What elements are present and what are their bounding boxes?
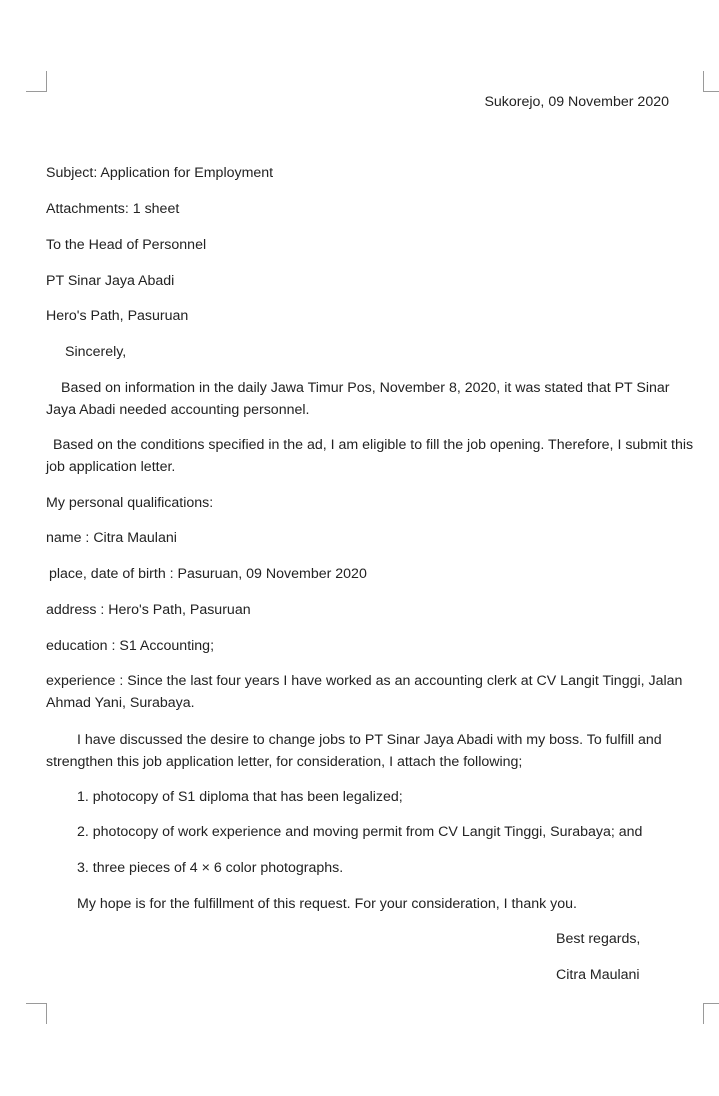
recipient-title: To the Head of Personnel (46, 237, 207, 253)
paragraph-2: Based on the conditions specified in the ad, I am eligible to fill the job opening. Therefore, I submit this job application letter. (46, 437, 694, 475)
crop-mark-bottom-right (703, 1003, 719, 1024)
greeting: Sincerely, (65, 344, 127, 360)
crop-mark-top-right (703, 71, 719, 92)
qualification-name: name : Citra Maulani (46, 530, 177, 546)
signature-name: Citra Maulani (556, 967, 640, 983)
crop-mark-top-left (26, 71, 47, 92)
paragraph-3: I have discussed the desire to change jobs to PT Sinar Jaya Abadi with my boss. To fulfill and strengthen this job application letter, for consideration, I attach the following; (46, 732, 662, 770)
attachment-item-3: 3. three pieces of 4 × 6 color photographs. (77, 860, 344, 876)
crop-mark-bottom-left (26, 1003, 47, 1024)
closing-salutation: Best regards, (556, 931, 641, 947)
qualification-address: address : Hero's Path, Pasuruan (46, 602, 251, 618)
qualification-experience: experience : Since the last four years I have worked as an accounting clerk at CV Langit Tinggi, Jalan Ahmad Yani, Surabaya. (46, 673, 683, 711)
closing-paragraph: My hope is for the fulfillment of this request. For your consideration, I thank you. (77, 896, 577, 912)
qualification-education: education : S1 Accounting; (46, 638, 215, 654)
place-date: Sukorejo, 09 November 2020 (484, 94, 669, 110)
attachment-item-1: 1. photocopy of S1 diploma that has been legalized; (77, 789, 403, 805)
recipient-address: Hero's Path, Pasuruan (46, 308, 189, 324)
subject-line: Subject: Application for Employment (46, 165, 274, 181)
paragraph-1: Based on information in the daily Jawa Timur Pos, November 8, 2020, it was stated that PT Sinar Jaya Abadi needed accounting personnel. (46, 380, 670, 418)
attachment-item-2: 2. photocopy of work experience and moving permit from CV Langit Tinggi, Surabaya; and (77, 824, 643, 840)
attachments-line: Attachments: 1 sheet (46, 201, 180, 217)
recipient-company: PT Sinar Jaya Abadi (46, 273, 175, 289)
qualification-birth: place, date of birth : Pasuruan, 09 November 2020 (49, 566, 367, 582)
qualifications-heading: My personal qualifications: (46, 495, 214, 511)
